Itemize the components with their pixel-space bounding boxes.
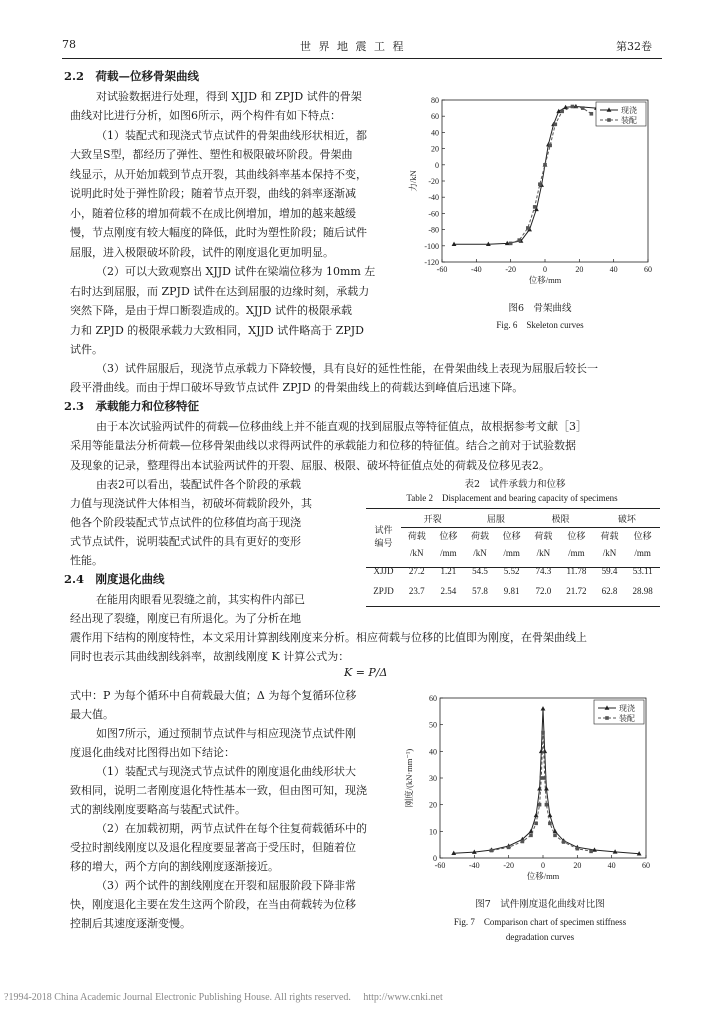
table-sub-header: 位移 — [502, 531, 521, 542]
table-cell: 72.0 — [535, 586, 552, 596]
y-tick-label: 40 — [429, 747, 437, 757]
table-cell: 28.98 — [632, 586, 653, 596]
data-point — [554, 123, 558, 127]
paragraph-line: 突然下降，是由于焊口断裂造成的。XJJD 试件的极限承载 — [70, 304, 352, 317]
paragraph-line: 快，刚度退化主要在发生这两个阶段，在当由荷载转为位移 — [70, 898, 356, 911]
data-point — [560, 110, 564, 114]
series-line — [511, 107, 592, 244]
table-group-header: 极限 — [528, 510, 594, 527]
paragraph-line: 经出现了裂缝，刚度已有所退化。为了分析在地 — [70, 612, 301, 625]
table-unit: /kN — [602, 547, 617, 558]
paragraph-line: 如图7所示，通过预制节点试件与相应现浇节点试件刚 — [96, 727, 356, 740]
table-unit: /kN — [410, 547, 424, 558]
data-point — [538, 182, 542, 186]
table-unit: /kN — [473, 547, 487, 558]
table-unit: /mm — [634, 547, 651, 558]
page-number: 78 — [62, 38, 76, 51]
x-tick-label: -20 — [505, 265, 517, 274]
table-cell: 57.8 — [472, 586, 488, 596]
data-point — [581, 106, 585, 110]
data-point — [538, 803, 542, 807]
data-point — [490, 849, 494, 853]
data-point — [526, 226, 530, 230]
paragraph-line: 震作用下结构的刚度特性，本文采用计算割线刚度来分析。相应荷载与位移的比值即为刚度，在骨架曲线上 — [70, 631, 587, 644]
x-tick-label: 60 — [642, 861, 650, 870]
legend-label: 装配 — [619, 714, 635, 723]
table-cell: 53.11 — [632, 566, 653, 576]
figure-caption: 图7 试件刚度退化曲线对比图 — [475, 899, 605, 910]
table-sub-header: 荷载 — [534, 531, 553, 542]
table-cell: 1.21 — [440, 566, 457, 576]
paragraph-line: 大致呈S型，都经历了弹性、塑性和极限破坏阶段。骨架曲 — [70, 148, 353, 161]
paragraph-line: 同时也表示其曲线割线斜率，故割线刚度 K 计算公式为： — [70, 650, 350, 663]
x-tick-label: 60 — [644, 265, 652, 274]
paragraph-line: 他各个阶段装配式节点试件的位移值均高于现浇 — [70, 516, 301, 529]
x-tick-label: -40 — [470, 265, 482, 274]
series-line — [454, 709, 639, 854]
legend-label: 现浇 — [619, 704, 635, 713]
data-point — [534, 822, 538, 826]
paragraph-line: 在能用肉眼看见裂缝之前，其实构件内部已 — [96, 593, 305, 606]
table-cell: 23.7 — [408, 586, 425, 596]
paragraph-line: 采用等能量法分析荷载—位移骨架曲线以求得两试件的承载能力和位移的特征值。结合之前对于试验数据 — [70, 439, 576, 452]
stiffness-degradation-chart — [402, 688, 658, 888]
section-heading: 2.4 刚度退化曲线 — [64, 572, 165, 586]
data-point — [533, 205, 537, 209]
paragraph-line: 由于本次试验两试件的荷载—位移曲线上并不能直观的找到屈服点等特征值点，故根据参考文献［3］ — [96, 420, 587, 433]
y-tick-label: -40 — [428, 193, 439, 203]
series-line — [454, 107, 643, 245]
table-cell: ZPJD — [373, 586, 394, 596]
x-tick-label: 0 — [541, 861, 545, 870]
paragraph-line: （1）装配式与现浇式节点试件的刚度退化曲线形状大 — [96, 765, 356, 778]
y-tick-label: 0 — [435, 160, 439, 170]
data-point — [589, 850, 593, 854]
figure-caption-en: degradation curves — [505, 932, 575, 942]
paragraph-line: 控制后其速度逐渐变慢。 — [70, 917, 191, 930]
data-point — [542, 749, 547, 753]
copyright-footer: ?1994-2018 China Academic Journal Electronic Publishing House. All rights reserved. http://www.cnki.net — [4, 992, 443, 1003]
table-title-en: Table 2 Displacement and bearing capacity of specimens — [406, 493, 618, 503]
table-row — [366, 561, 660, 581]
paragraph-line: 力和 ZPJD 的极限承载力大致相同，XJJD 试件略高于 ZPJD — [70, 324, 365, 337]
paragraph-line: 式节点试件，说明装配式试件的具有更好的变形 — [70, 535, 301, 548]
paragraph-line: （1）装配式和现浇式节点试件的骨架曲线形状相近，都 — [96, 129, 367, 142]
section-heading: 2.2 荷载—位移骨架曲线 — [64, 69, 200, 83]
paragraph-line: （2）在加载初期，两节点试件在每个往复荷载循环中的 — [96, 822, 367, 835]
paragraph-line: （2）可以大致观察出 XJJD 试件在梁端位移为 10mm 左 — [96, 265, 376, 278]
y-tick-label: 40 — [431, 128, 439, 138]
section-heading: 2.3 承载能力和位移特征 — [64, 399, 200, 413]
y-tick-label: 80 — [431, 96, 439, 105]
y-tick-label: 10 — [429, 827, 437, 837]
table-header-specimen: 试件 编号 — [374, 524, 393, 548]
paragraph-line: 线显示，从开始加载到节点开裂，其曲线斜率基本保持不变， — [70, 168, 367, 181]
data-point — [590, 112, 594, 116]
table-cell: 27.2 — [408, 566, 425, 576]
table-cell: 21.72 — [566, 586, 587, 596]
data-point — [571, 105, 575, 109]
volume-label: 第32卷 — [616, 40, 652, 53]
paragraph-line: 右时达到屈服，而 ZPJD 试件在达到屈服的边缘时刻，承载力 — [70, 285, 370, 298]
x-tick-label: 0 — [543, 265, 547, 274]
table-row — [366, 581, 660, 601]
paragraph-line: 移的增大，两个方向的割线刚度逐渐接近。 — [70, 860, 279, 873]
data-point — [562, 840, 566, 844]
table-sub-header: 荷载 — [600, 531, 619, 542]
table-unit: /mm — [568, 547, 585, 558]
y-tick-label: 30 — [429, 774, 437, 783]
paragraph-line: 试件。 — [70, 343, 103, 356]
data-point — [509, 242, 513, 246]
data-point — [544, 786, 549, 790]
table-sub-header: 位移 — [633, 531, 652, 542]
x-tick-label: -40 — [468, 861, 480, 870]
data-point — [576, 847, 580, 851]
x-tick-label: -60 — [434, 861, 446, 870]
legend-label: 装配 — [621, 116, 637, 125]
y-tick-label: 0 — [433, 854, 437, 863]
y-tick-label: -120 — [424, 258, 439, 267]
paragraph-line: 小，随着位移的增加荷载不在成比例增加，增加的越来越缓 — [70, 207, 356, 220]
table-group-header: 破坏 — [594, 510, 660, 527]
y-tick-label: -60 — [428, 209, 439, 219]
figure-caption-en: Fig. 7 Comparison chart of specimen stiffness — [453, 917, 627, 927]
paragraph-line: 段平滑曲线。而由于焊口破坏导致节点试件 ZPJD 的骨架曲线上的荷载达到峰值后迅速下降。 — [70, 381, 524, 394]
legend-label: 现浇 — [621, 106, 637, 115]
data-point — [548, 144, 552, 148]
table-cell: 9.81 — [503, 586, 520, 596]
figure-caption: 图6 骨架曲线 — [508, 303, 572, 314]
y-tick-label: -80 — [428, 225, 439, 235]
table-cell: 2.54 — [440, 586, 457, 596]
paragraph-line: 屈服，进入极限破坏阶段，试件的刚度退化更加明显。 — [70, 246, 334, 259]
legend-marker — [605, 716, 609, 720]
table-title: 表2 试件承载力和位移 — [464, 479, 566, 490]
table-top-rule — [366, 508, 660, 509]
table-cell: 59.4 — [601, 566, 618, 576]
table-group-header: 屈服 — [464, 510, 527, 527]
data-point — [537, 786, 542, 790]
skeleton-curve-chart — [408, 94, 658, 288]
y-tick-label: -20 — [428, 177, 439, 186]
data-point — [543, 163, 547, 167]
figure-caption-en: Fig. 6 Skeleton curves — [496, 320, 584, 330]
data-point — [548, 822, 552, 826]
paragraph-line: 说明此时处于弹性阶段；随着节点开裂，曲线的斜率逐渐减 — [70, 187, 356, 200]
data-point — [517, 238, 521, 242]
data-point — [553, 834, 557, 838]
data-point — [521, 840, 525, 844]
table-sub-header: 荷载 — [471, 531, 490, 542]
paragraph-line: 及现象的记录，整理得出本试验两试件的开裂、屈服、极限、破坏特征值点处的荷载及位移见表2。 — [70, 459, 550, 472]
paragraph-line: （3）试件屈服后，现浇节点承载力下降较慢，具有良好的延性性能，在骨架曲线上表现为屈服后较长一 — [96, 362, 598, 375]
table-cell: 62.8 — [601, 586, 618, 596]
paragraph-line: 力值与现浇试件大体相当，初破坏荷载阶段外，其 — [70, 497, 312, 510]
paragraph-line: 对试验数据进行处理，得到 XJJD 和 ZPJD 试件的骨架 — [96, 90, 362, 103]
paragraph-line: 性能。 — [70, 554, 103, 567]
paragraph-line: （3）两个试件的割线刚度在开裂和屈服阶段下降非常 — [96, 879, 356, 892]
x-axis-label: 位移/mm — [526, 871, 560, 881]
table-unit: /mm — [440, 547, 457, 558]
y-axis-label: 力/kN — [408, 170, 418, 192]
x-tick-label: -60 — [436, 265, 448, 274]
table-unit: /kN — [536, 547, 551, 558]
y-tick-label: 50 — [429, 720, 437, 730]
paragraph-line: 最大值。 — [70, 708, 114, 721]
y-tick-label: 20 — [429, 800, 437, 810]
paragraph-line: 曲线对比进行分析，如图6所示，两个构件有如下特点： — [70, 109, 341, 122]
paragraph-line: 致相同，说明二者刚度退化特性基本一致，但由图可知，现浇 — [70, 784, 367, 797]
paragraph-line: 式的割线刚度要略高与装配式试件。 — [70, 803, 246, 816]
data-point — [545, 803, 549, 807]
table-cell: 5.52 — [503, 566, 520, 576]
table-bottom-rule — [366, 606, 660, 607]
x-tick-label: 20 — [573, 861, 582, 870]
table-sub-header: 荷载 — [407, 531, 426, 542]
data-point — [507, 846, 511, 850]
table-cell: 54.5 — [472, 566, 488, 576]
x-tick-label: 20 — [575, 265, 584, 274]
y-tick-label: -100 — [424, 241, 439, 251]
paragraph-line: 受拉时割线刚度以及退化程度要显著高于受压时，但随着位 — [70, 841, 356, 854]
legend-marker — [607, 118, 611, 122]
paragraph-line: 由表2可以看出，装配试件各个阶段的承载 — [96, 478, 301, 491]
stiffness-formula: K = P/Δ — [344, 666, 388, 679]
table-sub-header: 位移 — [439, 531, 458, 542]
data-point — [543, 776, 547, 780]
paragraph-line: 慢，节点刚度有较大幅度的降低，此时为塑性阶段；随后试件 — [70, 226, 367, 239]
data-table — [366, 510, 660, 601]
data-point — [541, 731, 545, 735]
table-unit: /mm — [503, 547, 520, 558]
data-point — [541, 706, 546, 710]
y-tick-label: 20 — [431, 144, 439, 154]
table-cell: 11.78 — [566, 566, 587, 576]
table-cell: 74.3 — [535, 566, 552, 576]
x-tick-label: 40 — [607, 861, 616, 870]
data-point — [529, 834, 533, 838]
y-tick-label: 60 — [431, 112, 439, 122]
table-cell: XJJD — [373, 566, 394, 576]
data-point — [539, 776, 543, 780]
paragraph-line: 度退化曲线对比图得出如下结论： — [70, 746, 235, 759]
table-sub-header: 位移 — [567, 531, 586, 542]
x-tick-label: -20 — [503, 861, 515, 870]
y-axis-label: 刚度/(kN·mm⁻¹) — [404, 748, 414, 808]
journal-title: 世 界 地 震 工 程 — [300, 40, 406, 53]
header-rule — [62, 58, 662, 59]
x-axis-label: 位移/mm — [528, 275, 562, 285]
paragraph-line: 式中：P 为每个循环中自荷载最大值；Δ 为每个复循环位移 — [70, 689, 357, 702]
y-tick-label: 60 — [429, 694, 437, 703]
table-group-header: 开裂 — [401, 510, 464, 527]
x-tick-label: 40 — [609, 265, 618, 274]
